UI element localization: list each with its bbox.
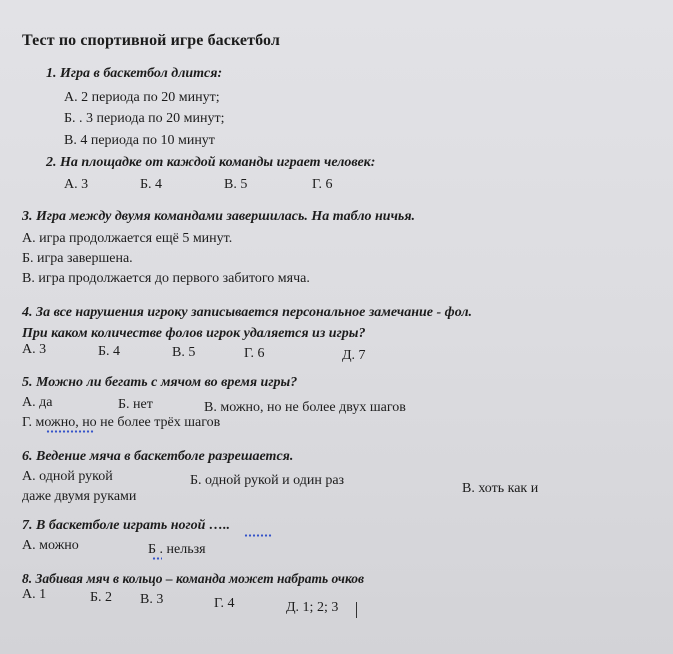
- q6-option-c: В. хоть как и: [462, 481, 539, 496]
- q5-option-b: Б. нет: [118, 397, 153, 412]
- q2-option-c: В. 5: [224, 177, 248, 192]
- q6-option-b: Б. одной рукой и один раз: [190, 473, 345, 488]
- question-4-line-2: При каком количестве фолов игрок удаляется из игры?: [22, 326, 366, 341]
- q3-option-b: Б. игра завершена.: [22, 251, 133, 266]
- q1-option-c: В. 4 периода по 10 минут: [64, 133, 215, 148]
- q6-option-c-continued: даже двумя руками: [22, 489, 137, 504]
- q3-option-a: А. игра продолжается ещё 5 минут.: [22, 231, 233, 246]
- q8-option-a: А. 1: [22, 587, 47, 602]
- question-8: 8. Забивая мяч в кольцо – команда может набрать очков: [22, 571, 365, 586]
- q4-option-a: А. 3: [22, 342, 47, 357]
- text-cursor: [356, 602, 357, 618]
- q5-option-a: А. да: [22, 395, 53, 410]
- q6-option-a: А. одной рукой: [22, 469, 113, 484]
- q2-option-b: Б. 4: [140, 177, 163, 192]
- q5-option-d: Г. можно, но не более трёх шагов: [22, 415, 221, 430]
- q4-option-c: В. 5: [172, 345, 196, 360]
- q8-option-d: Г. 4: [214, 596, 235, 611]
- spellcheck-underline: [152, 557, 162, 560]
- q8-option-e: Д. 1; 2; 3: [286, 600, 339, 615]
- q2-option-d: Г. 6: [312, 177, 333, 192]
- question-7: 7. В баскетболе играть ногой …..: [22, 518, 230, 533]
- spellcheck-underline: [244, 534, 272, 537]
- question-5: 5. Можно ли бегать с мячом во время игры?: [22, 375, 298, 390]
- test-title: Тест по спортивной игре баскетбол: [22, 32, 280, 49]
- q7-option-a: А. можно: [22, 538, 79, 553]
- q3-option-c: В. игра продолжается до первого забитого мяча.: [22, 271, 310, 286]
- question-2: 2. На площадке от каждой команды играет человек:: [46, 155, 376, 170]
- spellcheck-underline: [46, 430, 94, 433]
- question-3: 3. Игра между двумя командами завершилась. На табло ничья.: [22, 209, 416, 224]
- q1-option-b: Б. . 3 периода по 20 минут;: [64, 111, 225, 126]
- q4-option-d: Г. 6: [244, 346, 265, 361]
- q8-option-b: Б. 2: [90, 590, 113, 605]
- question-1: 1. Игра в баскетбол длится:: [46, 66, 223, 81]
- q7-option-b: Б . нельзя: [148, 542, 206, 557]
- q2-option-a: А. 3: [64, 177, 89, 192]
- q4-option-b: Б. 4: [98, 344, 121, 359]
- q4-option-e: Д. 7: [342, 348, 366, 363]
- q5-option-c: В. можно, но не более двух шагов: [204, 400, 406, 415]
- q1-option-a: А. 2 периода по 20 минут;: [64, 90, 220, 105]
- question-4-line-1: 4. За все нарушения игроку записывается персональное замечание - фол.: [22, 305, 473, 320]
- question-6: 6. Ведение мяча в баскетболе разрешается.: [22, 449, 294, 464]
- q8-option-c: В. 3: [140, 592, 164, 607]
